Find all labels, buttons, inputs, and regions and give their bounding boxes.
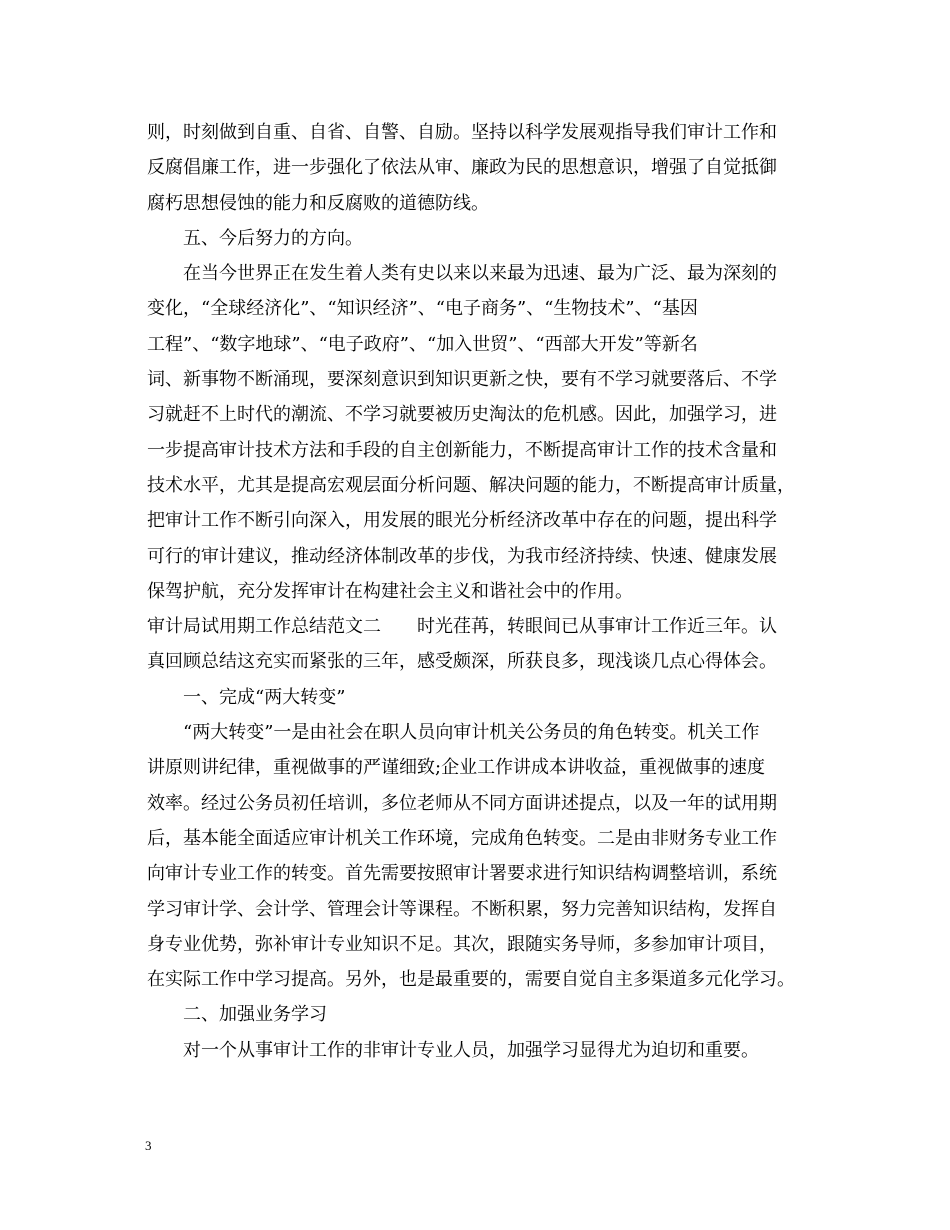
text-line: 讲原则讲纪律，重视做事的严谨细致;企业工作讲成本讲收益，重视做事的速度 bbox=[147, 757, 766, 779]
text-line: 变化，“全球经济化”、“知识经济”、“电子商务”、“生物技术”、“基因 bbox=[147, 298, 698, 320]
text-line: 后，基本能全面适应审计机关工作环境，完成角色转变。二是由非财务专业工作 bbox=[147, 827, 777, 849]
text-line: 对一个从事审计工作的非审计专业人员，加强学习显得尤为迫切和重要。 bbox=[183, 1039, 759, 1061]
text-line: 可行的审计建议，推动经济体制改革的步伐，为我市经济持续、快速、健康发展 bbox=[147, 545, 777, 567]
text-line: 一步提高审计技术方法和手段的自主创新能力，不断提高审计工作的技术含量和 bbox=[147, 439, 777, 461]
text-line: 身专业优势，弥补审计专业知识不足。其次，跟随实务导师，多参加审计项目， bbox=[147, 933, 777, 955]
text-line: 学习审计学、会计学、管理会计等课程。不断积累，努力完善知识结构，发挥自 bbox=[147, 898, 777, 920]
text-line: 腐朽思想侵蚀的能力和反腐败的道德防线。 bbox=[147, 192, 489, 214]
text-line: 向审计专业工作的转变。首先需要按照审计署要求进行知识结构调整培训，系统 bbox=[147, 863, 777, 885]
text-line: 技术水平，尤其是提高宏观层面分析问题、解决问题的能力，不断提高审计质量， bbox=[147, 474, 795, 496]
body-text bbox=[147, 115, 817, 1068]
text-line: 习就赶不上时代的潮流、不学习就要被历史淘汰的危机感。因此，加强学习，进 bbox=[147, 404, 777, 426]
text-line: 一、完成“两大转变” bbox=[183, 686, 346, 708]
text-line: 真回顾总结这充实而紧张的三年，感受颇深，所获良多，现浅谈几点心得体会。 bbox=[147, 651, 777, 673]
text-line: 在当今世界正在发生着人类有史以来以来最为迅速、最为广泛、最为深刻的 bbox=[183, 263, 777, 285]
text-line: 工程”、“数字地球”、“电子政府”、“加入世贸”、“西部大开发”等新名 bbox=[147, 333, 698, 355]
text-line: 在实际工作中学习提高。另外，也是最重要的，需要自觉自主多渠道多元化学习。 bbox=[147, 969, 795, 991]
page-number: 3 bbox=[145, 1138, 152, 1153]
text-line: 二、加强业务学习 bbox=[183, 1004, 327, 1026]
text-line: 则，时刻做到自重、自省、自警、自励。坚持以科学发展观指导我们审计工作和 bbox=[147, 122, 777, 143]
text-line: 把审计工作不断引向深入，用发展的眼光分析经济改革中存在的问题，提出科学 bbox=[147, 510, 777, 532]
text-line: 保驾护航，充分发挥审计在构建社会主义和谐社会中的作用。 bbox=[147, 580, 633, 602]
text-line: 词、新事物不断涌现，要深刻意识到知识更新之快，要有不学习就要落后、不学 bbox=[147, 369, 777, 391]
text-line: 审计局试用期工作总结范文二 时光荏苒，转眼间已从事审计工作近三年。认 bbox=[147, 616, 777, 638]
text-line: 效率。经过公务员初任培训，多位老师从不同方面讲述提点，以及一年的试用期 bbox=[147, 792, 777, 814]
text-line: 反腐倡廉工作，进一步强化了依法从审、廉政为民的思想意识，增强了自觉抵御 bbox=[147, 157, 777, 179]
text-line: “两大转变”一是由社会在职人员向审计机关公务员的角色转变。机关工作 bbox=[183, 722, 760, 744]
text-line: 五、今后努力的方向。 bbox=[183, 227, 363, 249]
